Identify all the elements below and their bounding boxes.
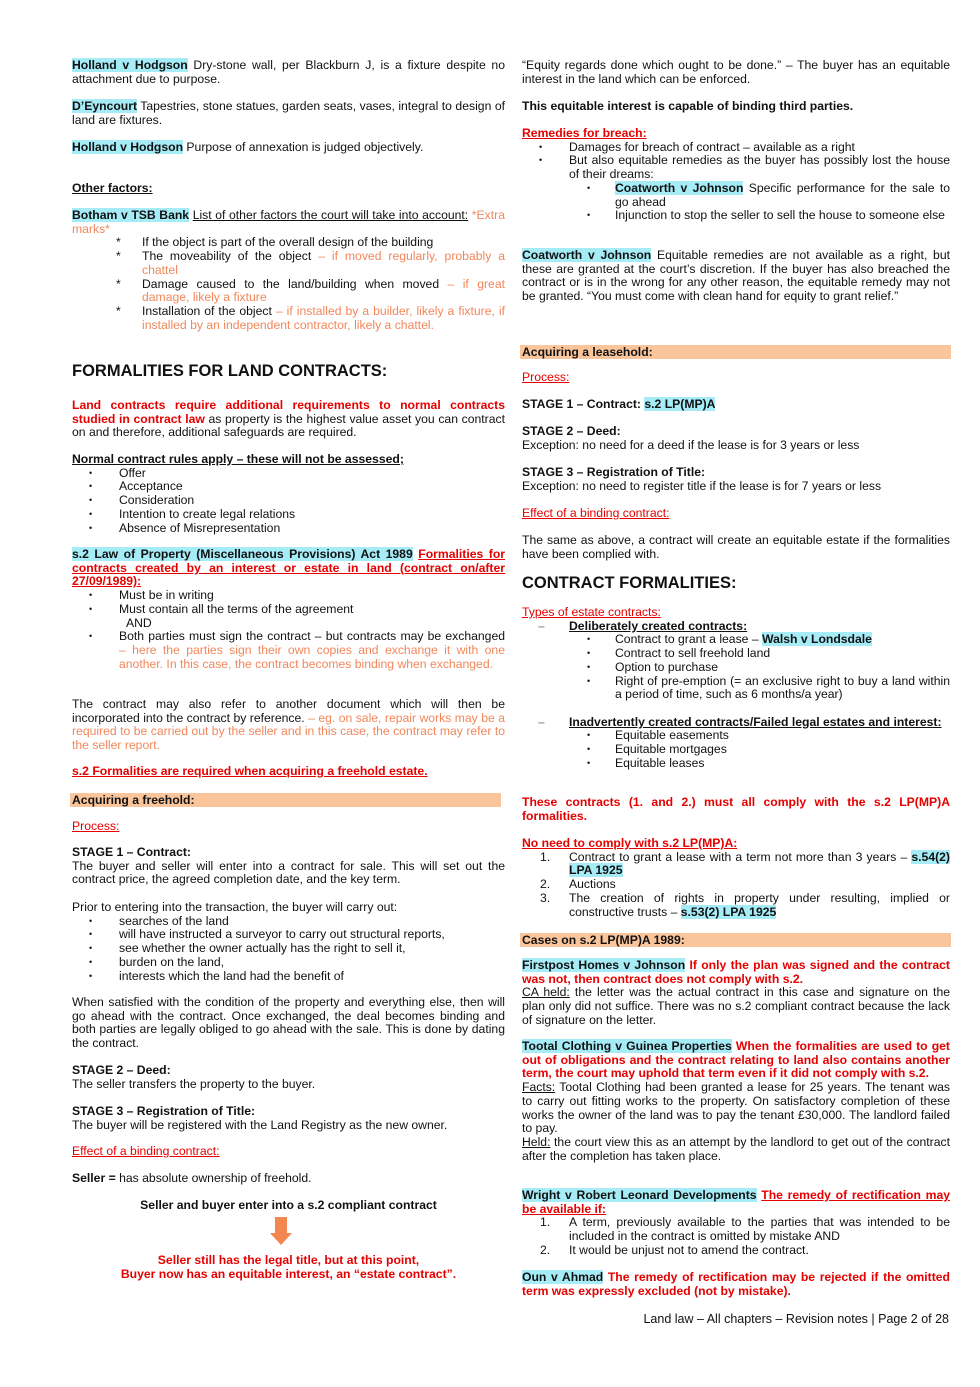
types-section (522, 606, 950, 770)
case-name: Walsh v Londsdale (762, 632, 872, 647)
para-text: Equitable remedies are not available as a right, but these are granted at the court’s discretion. If the buyer has also breached the contract or is in the wrong for any other reason, the equitable remedy may not be granted. “You must come with clean hand for equity to grant relief.” (522, 248, 950, 304)
asterisk-marker: * (116, 276, 121, 291)
item-text: Absence of Misrepresentation (119, 520, 281, 535)
bullet-icon: • (587, 182, 591, 193)
bullet-icon: • (89, 508, 93, 519)
bullet-icon: • (89, 467, 93, 478)
extra-marks-note: *Extra marks* (72, 208, 505, 236)
holland-fixture-para (72, 59, 505, 86)
down-arrow-icon (275, 1217, 287, 1233)
coatworth-para (522, 249, 950, 304)
prior-section (72, 901, 505, 983)
para-text: Tootal Clothing had been granted a lease for 25 years. The tenant was to carry out fitting works to the property. On satisfactory completion of these works the owner of the land was to pay the tenant £30,000. The landlord failed to pay. (522, 1080, 950, 1136)
item-text: Both parties must sign the contract – but contracts may be exchanged (119, 629, 505, 644)
stage-title: STAGE 1 – Contract: (72, 845, 191, 859)
item-text: burden on the land, (119, 954, 225, 969)
item-text: Must contain all the terms of the agreement (119, 601, 354, 616)
item-text: searches of the land (119, 913, 229, 928)
oun-para (522, 1271, 950, 1298)
item-text: The creation of rights in property under resulting, implied or constructive trusts – (569, 890, 950, 919)
para-text: List of other factors the court will take into account: (192, 208, 469, 222)
para-text: The contract may also refer to another document which will then be incorporated into the contract by reference. (72, 697, 505, 725)
list-item (522, 1216, 950, 1243)
para-text: has absolute ownership of freehold. (115, 1171, 312, 1185)
bullet-icon: • (587, 730, 591, 741)
acquiring-leasehold-bar: Acquiring a leasehold: (520, 345, 951, 359)
list-item (522, 892, 950, 919)
holland-purpose-para (72, 141, 505, 155)
list-item (72, 305, 505, 332)
stage3-para (522, 466, 950, 493)
bullet-icon: • (539, 141, 543, 152)
list-item (522, 878, 950, 892)
bullet-icon: • (89, 956, 93, 967)
list-item (72, 942, 505, 956)
item-text: But also equitable remedies as the buyer has possibly lost the house of their dreams: (569, 153, 950, 182)
stage-title: STAGE 3 – Registration of Title: (72, 1104, 256, 1118)
list-item (72, 236, 505, 250)
botham-section (72, 209, 505, 332)
item-text: The moveability of the object (142, 249, 312, 264)
list-item (522, 757, 950, 771)
item-text: Deliberately created contracts: (569, 618, 748, 633)
item-number: 1. (540, 849, 551, 864)
list-item (522, 633, 950, 647)
case-name: Holland v Hodgson (72, 140, 184, 154)
bullet-icon: • (89, 929, 93, 940)
bullet-icon: • (587, 675, 591, 686)
dash-marker: – (538, 618, 545, 633)
list-item (522, 1244, 950, 1258)
list-item (522, 154, 950, 181)
item-note: – if moved regularly, probably a chattel (142, 249, 505, 277)
list-item (522, 675, 950, 702)
red-emphasis: The remedy of rectification may be rejected if the omitted term was expressly excluded (not by mistake). (522, 1270, 950, 1298)
item-text: Damage caused to the land/building when moved (142, 276, 440, 291)
list-item (72, 522, 505, 536)
asterisk-marker: * (116, 249, 121, 264)
statute-name: s.2 LP(MP)A (644, 397, 716, 411)
item-text: Damages for breach of contract – available as a right (569, 139, 855, 154)
result-line: Seller still has the legal title, but at this point, (157, 1253, 420, 1267)
item-text: A term, previously available to the parties that was intended to be included in the contract is omitted by mistake AND (569, 1215, 950, 1244)
item-text: Acceptance (119, 479, 183, 494)
item-text: Equitable mortgages (615, 742, 727, 757)
para-text: Exception: no need for a deed if the lease is for 3 years or less (522, 437, 860, 452)
acquiring-freehold-bar: Acquiring a freehold: (70, 793, 501, 807)
stage-title: STAGE 1 – Contract: (522, 397, 645, 411)
list-item (72, 508, 505, 522)
stage-title: STAGE 3 – Registration of Title: (522, 465, 706, 479)
para-text: The buyer will be registered with the Land Registry as the new owner. (72, 1117, 448, 1132)
para-text: the letter was the actual contract in this case and signature on the plan only did not suffice. There was no s.2 compliant contract because the lack of signature on the letter. (522, 985, 950, 1027)
list-item (522, 729, 950, 743)
bullet-icon: • (89, 943, 93, 954)
item-text: Auctions (569, 877, 616, 892)
item-text: Intention to create legal relations (119, 506, 296, 521)
flow-result (72, 1254, 505, 1281)
statute-name: s.53(2) LPA 1925 (680, 904, 777, 919)
case-name: Tootal Clothing v Guinea Properties (522, 1039, 732, 1053)
item-text: Option to purchase (615, 659, 718, 674)
and-connector: AND (126, 615, 152, 630)
item-number: 1. (540, 1215, 551, 1230)
asterisk-marker: * (116, 303, 121, 318)
bullet-icon: • (89, 631, 93, 642)
item-text: interests which the land had the benefit of (119, 968, 344, 983)
item-text: Installation of the object (142, 303, 272, 318)
page-footer: Land law – All chapters – Revision notes | Page 2 of 28 (643, 1312, 949, 1326)
no-need-section (522, 837, 950, 919)
item-text: Inadvertently created contracts/Failed legal estates and interest: (569, 714, 942, 729)
asterisk-marker: * (116, 235, 121, 250)
list-item (72, 603, 505, 617)
facts-label: Facts: (522, 1080, 556, 1095)
bullet-icon: • (89, 915, 93, 926)
para-note: – eg. on sale, repair works may be a required to be carried out by the seller and in this case, the contract may refer to the seller report. (72, 710, 505, 753)
list-item (72, 956, 505, 970)
list-item (72, 928, 505, 942)
list-item (522, 647, 950, 661)
bullet-icon: • (89, 603, 93, 614)
bullet-icon: • (587, 661, 591, 672)
effect-heading: Effect of a binding contract: (72, 1144, 220, 1158)
formalities-heading: FORMALITIES FOR LAND CONTRACTS: (72, 362, 388, 380)
para-text: Purpose of annexation is judged objectively. (183, 140, 424, 154)
list-item (522, 209, 950, 223)
item-text: Contract to grant a lease with a term not more than 3 years – (569, 849, 912, 864)
section-heading: No need to comply with s.2 LP(MP)A: (522, 836, 738, 850)
bullet-icon: • (539, 155, 543, 166)
para-text: the court view this as an attempt by the landlord to get out of the contract after the completion has taken place. (522, 1134, 950, 1163)
seller-para (72, 1172, 505, 1186)
dash-marker: – (538, 714, 545, 729)
result-line: Buyer now has an equitable interest, an “estate contract”. (120, 1266, 457, 1281)
list-item (72, 970, 505, 984)
must-comply-para: These contracts (1. and 2.) must all comply with the s.2 LP(MP)A formalities. (522, 795, 950, 823)
subheading (522, 620, 950, 634)
list-item (72, 589, 505, 603)
held-label: Held: (522, 1134, 551, 1149)
contract-formalities-heading: CONTRACT FORMALITIES: (522, 574, 737, 592)
statute-name: s.54(2) LPA 1925 (569, 849, 950, 878)
s2-freehold-heading: s.2 Formalities are required when acquiring a freehold estate. (72, 764, 428, 778)
item-text: Offer (119, 465, 146, 480)
item-note: – if installed by a builder, likely a fixture, if installed by an independent contractor, likely a chattel. (142, 303, 505, 332)
para-text: Dry-stone wall, per Blackburn J, is a fixture despite no attachment due to purpose. (72, 58, 505, 86)
item-text: Equitable easements (615, 728, 729, 743)
section-heading: Normal contract rules apply – these will not be assessed; (72, 452, 404, 466)
item-text: see whether the owner actually has the right to sell it, (119, 941, 406, 956)
stage2-para (522, 425, 950, 452)
same-para: The same as above, a contract will create an equitable estate if the formalities have been complied with. (522, 533, 950, 561)
case-name: Oun v Ahmad (522, 1270, 604, 1284)
remedies-section (522, 127, 950, 223)
case-name: Holland v Hodgson (72, 58, 188, 72)
para-text: as property is the highest value asset you can contract on and therefore, additional safeguards are required. (72, 411, 505, 440)
list-item (72, 278, 505, 305)
bullet-icon: • (89, 590, 93, 601)
para-text: The seller transfers the property to the buyer. (72, 1076, 316, 1091)
list-item (522, 141, 950, 155)
satisfied-para: When satisfied with the condition of the property and everything else, then will go ahead with the contract. Once exchanged, the deal becomes binding and both parties are legally obliged to go ahead with the sale. This is done by dating the contract. (72, 995, 505, 1051)
para-text: Prior to entering into the transaction, the buyer will carry out: (72, 900, 398, 914)
item-text: will have instructed a surveyor to carry out structural reports, (119, 927, 445, 942)
item-text: Consideration (119, 493, 195, 508)
bullet-icon: • (587, 648, 591, 659)
flow-step: Seller and buyer enter into a s.2 compliant contract (140, 1198, 437, 1212)
section-heading: Formalities for contracts created by an interest or estate in land (contract on/after 27/09/1989): (72, 547, 506, 589)
stage3-para (72, 1105, 505, 1132)
list-item (522, 661, 950, 675)
case-name: Coatworth v Johnson (522, 248, 652, 262)
process-heading: Process: (72, 819, 120, 833)
process-heading: Process: (522, 370, 570, 384)
stage1-para (72, 846, 505, 887)
item-text: Specific performance for the sale to go ahead (615, 180, 950, 209)
subheading (522, 716, 950, 730)
section-heading: Types of estate contracts: (522, 605, 661, 619)
red-emphasis: If only the plan was signed and the contract was not, then contract does not comply with s.2. (522, 958, 950, 986)
case-name: Firstpost Homes v Johnson (522, 958, 686, 972)
item-text: It would be unjust not to amend the contract. (569, 1242, 809, 1257)
other-factors-heading: Other factors: (72, 181, 153, 195)
bullet-icon: • (89, 481, 93, 492)
red-emphasis: Land contracts require additional requirements to normal contracts studied in contract law (72, 398, 505, 426)
bullet-icon: • (587, 744, 591, 755)
para-text: Tapestries, stone statues, garden seats, vases, integral to design of land are fixtures. (72, 99, 505, 127)
section-heading: Remedies for breach: (522, 126, 647, 140)
list-item (72, 250, 505, 277)
item-number: 3. (540, 890, 551, 905)
item-text: Must be in writing (119, 588, 214, 603)
down-arrow-head-icon (270, 1233, 292, 1245)
intro-para (72, 399, 505, 440)
item-text: Equitable leases (615, 755, 705, 770)
list-item (72, 480, 505, 494)
wright-section (522, 1189, 950, 1258)
section-heading: The remedy of rectification may be available if: (522, 1188, 951, 1216)
case-name: Wright v Robert Leonard Developments (522, 1188, 757, 1202)
statute-name: s.2 Law of Property (Miscellaneous Provisions) Act 1989 (72, 547, 413, 561)
item-text: If the object is part of the overall design of the building (142, 235, 434, 250)
item-number: 2. (540, 877, 551, 892)
stage-title: STAGE 2 – Deed: (72, 1063, 171, 1077)
case-name: Coatworth v Johnson (615, 180, 744, 195)
held-label: CA held: (522, 985, 570, 1000)
s2-section (72, 548, 505, 671)
tootal-para (522, 1040, 950, 1163)
list-item (522, 851, 950, 878)
list-item (522, 743, 950, 757)
item-text: Contract to grant a lease – (615, 632, 763, 647)
bullet-icon: • (89, 970, 93, 981)
stage1-para (522, 398, 950, 412)
list-item (72, 915, 505, 929)
list-item (72, 467, 505, 481)
item-text: Injunction to stop the seller to sell the house to someone else (615, 208, 945, 223)
item-note: – here the parties sign their own copies and exchange it with one another. In this case, the contract becomes binding when exchanged. (119, 642, 505, 671)
red-emphasis: When the formalities are used to get out of obligations and the contract relating to land also contains another term, the court may uphold that term even if it did not comply with s.2. (522, 1039, 950, 1081)
case-name: Botham v TSB Bank (72, 208, 190, 222)
normal-rules-section (72, 453, 505, 535)
binding-para: This equitable interest is capable of binding third parties. (522, 99, 854, 113)
item-note: – if great damage, likely a fixture (142, 276, 505, 305)
bullet-icon: • (587, 634, 591, 645)
list-item (522, 182, 950, 209)
bullet-icon: • (587, 210, 591, 221)
bullet-icon: • (587, 757, 591, 768)
para-text: The buyer and seller will enter into a contract for sale. This will set out the contract price, the agreed completion date, and the key term. (72, 858, 505, 887)
bullet-icon: • (89, 522, 93, 533)
stage-title: STAGE 2 – Deed: (522, 424, 621, 438)
stage2-para (72, 1064, 505, 1091)
cases-bar: Cases on s.2 LP(MP)A 1989: (520, 933, 951, 947)
item-number: 2. (540, 1242, 551, 1257)
list-item (72, 494, 505, 508)
bullet-icon: • (89, 495, 93, 506)
deyncourt-para (72, 100, 505, 127)
reference-para (72, 698, 505, 753)
case-name: D’Eyncourt (72, 99, 138, 113)
equity-para: “Equity regards done which ought to be done.” – The buyer has an equitable interest in the land which can be enforced. (522, 58, 950, 86)
effect-heading: Effect of a binding contract: (522, 506, 670, 520)
seller-label: Seller = (72, 1171, 116, 1185)
para-text: Exception: no need to register title if the lease is for 7 years or less (522, 478, 882, 493)
list-item (72, 630, 505, 671)
firstpost-para (522, 959, 950, 1028)
item-text: Contract to sell freehold land (615, 646, 771, 661)
item-text: Right of pre-emption (= an exclusive right to buy a land within a period of time, such as 6 months/a year) (615, 673, 950, 702)
